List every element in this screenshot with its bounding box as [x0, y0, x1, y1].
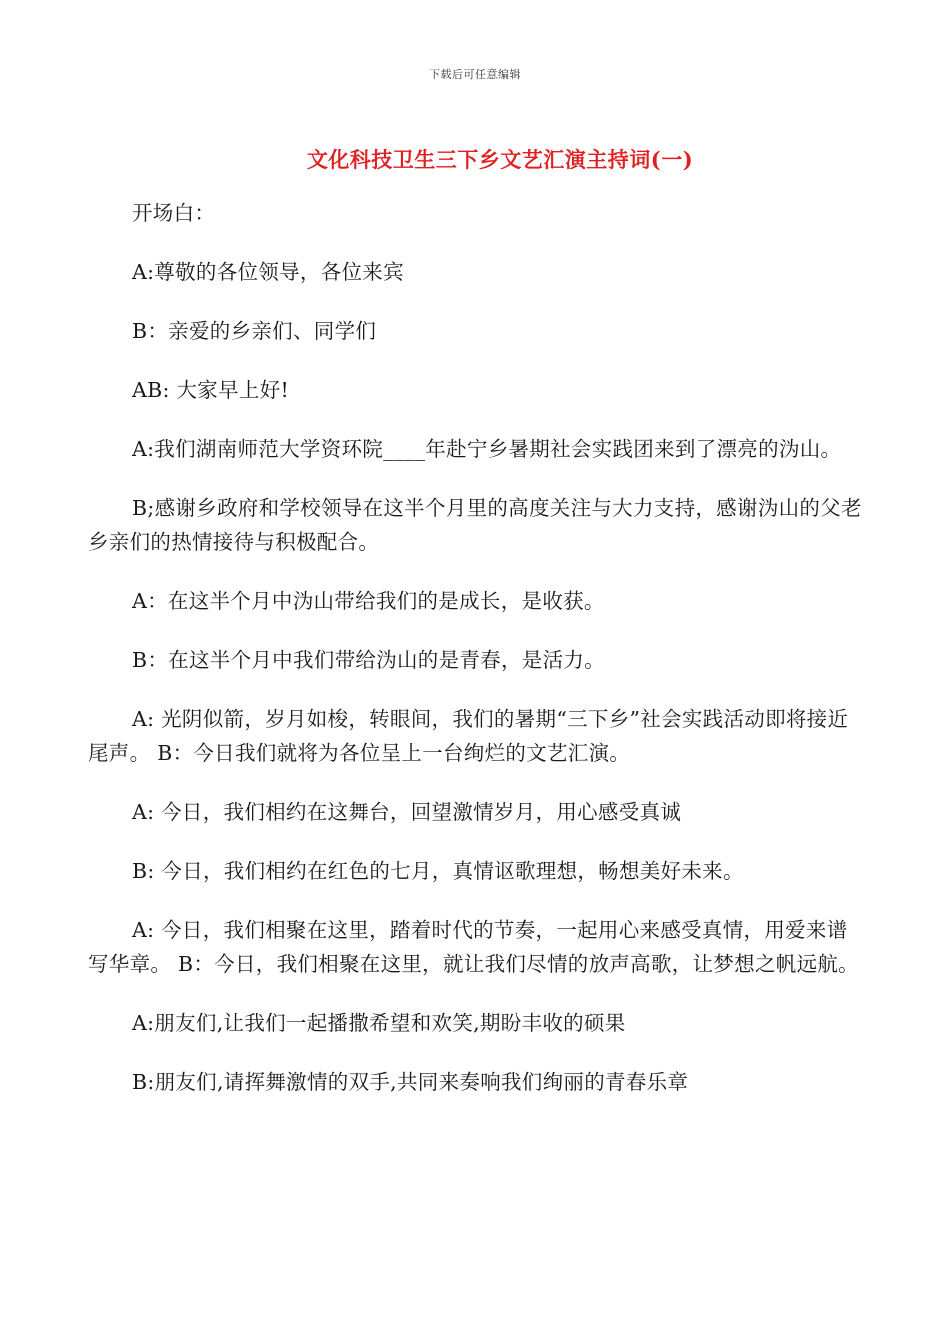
paragraph: A: 今日，我们相聚在这里，踏着时代的节奏，一起用心来感受真情，用爱来谱写华章。 B：今日，我们相聚在这里，就让我们尽情的放声高歌，让梦想之帆远航。	[88, 918, 859, 976]
paragraph: A:尊敬的各位领导，各位来宾	[132, 260, 404, 284]
paragraph: A: 光阴似箭，岁月如梭，转眼间，我们的暑期“三下乡”社会实践活动即将接近尾声。 B：今日我们就将为各位呈上一台绚烂的文艺汇演。	[88, 707, 849, 765]
paragraph: AB: 大家早上好!	[132, 378, 290, 402]
document-title: 文化科技卫生三下乡文艺汇演主持词(一)	[306, 147, 694, 172]
paragraph: B：亲爱的乡亲们、同学们	[132, 319, 377, 343]
paragraph: A:我们湖南师范大学资环院____年赴宁乡暑期社会实践团来到了漂亮的沩山。	[132, 437, 842, 461]
paragraph-opening: 开场白：	[132, 201, 216, 225]
paragraph: A:朋友们,让我们一起播撒希望和欢笑,期盼丰收的硕果	[132, 1011, 626, 1035]
paragraph: A: 今日，我们相约在这舞台，回望激情岁月，用心感受真诚	[132, 800, 682, 824]
paragraph: A：在这半个月中沩山带给我们的是成长，是收获。	[132, 589, 605, 613]
paragraph: B:朋友们,请挥舞激情的双手,共同来奏响我们绚丽的青春乐章	[132, 1070, 689, 1094]
paragraph: B;感谢乡政府和学校领导在这半个月里的高度关注与大力支持，感谢沩山的父老乡亲们的热情接待与积极配合。	[88, 496, 862, 554]
paragraph: B：在这半个月中我们带给沩山的是青春，是活力。	[132, 648, 605, 672]
document-body	[88, 196, 864, 1124]
paragraph: B: 今日，我们相约在红色的七月，真情讴歌理想，畅想美好未来。	[132, 859, 744, 883]
header-note: 下载后可任意编辑	[429, 68, 521, 81]
